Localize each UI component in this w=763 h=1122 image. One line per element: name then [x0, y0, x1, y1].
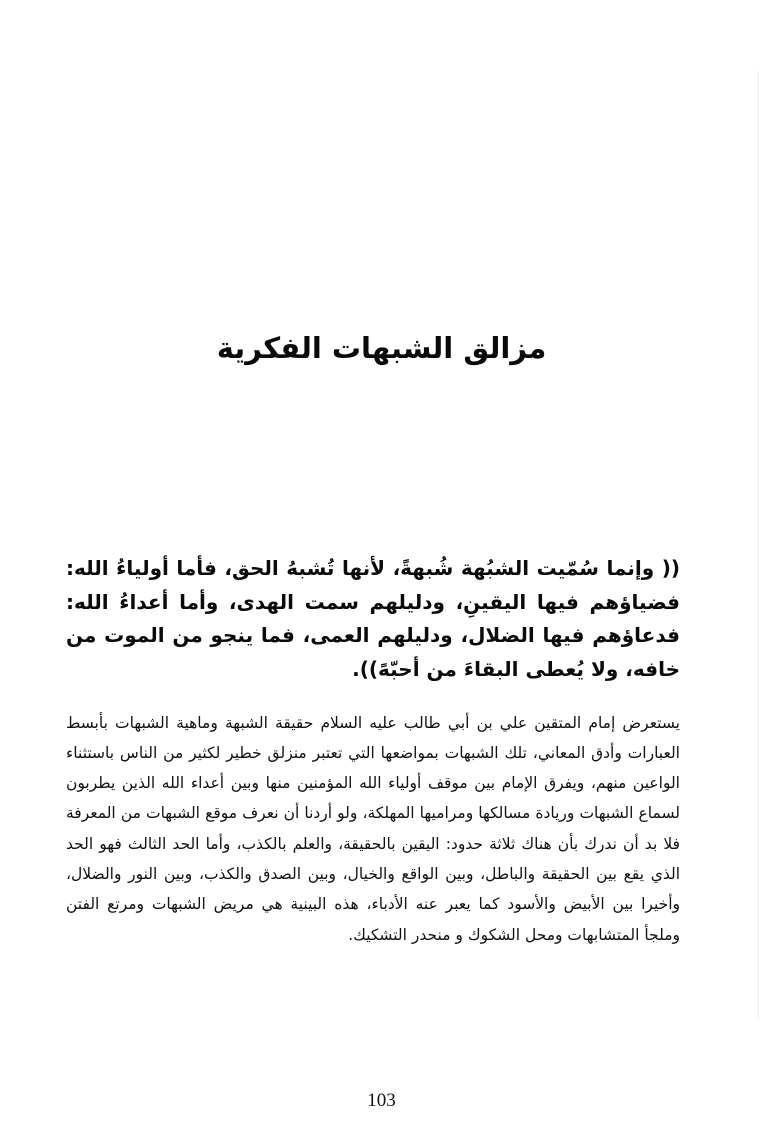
body-paragraph: يستعرض إمام المتقين علي بن أبي طالب عليه السلام حقيقة الشبهة وماهية الشبهات بأبسط العبارات وأدق المعاني، تلك الشبهات بمواضعها التي تعتبر منزلق خطير لكثير من الناس باستثناء الواعين منهم، ويفرق الإمام بين موقف أولياء الله المؤمنين منها وبين أعداء الله الذين يطربون لسماع الشبهات وريادة مسالكها ومراميها المهلكة، ولو أردنا أن نعرف موقع الشبهات من المعرفة فلا بد أن ندرك بأن هناك ثلاثة حدود: اليقين بالحقيقة، والعلم بالكذب، وأما الحد الثالث فهو الحد الذي يقع بين الحقيقة والباطل، وبين الواقع والخيال، وبين الصدق والكذب، وبين النور والضلال، وأخيرا بين الأبيض والأسود كما يعبر عنه الأدباء، هذه البينية هي مريض الشبهات ومرتع الفتن وملجأ المتشابهات ومحل الشكوك و منحدر التشكيك. — [66, 713, 680, 944]
chapter-title: مزالق الشبهات الفكرية — [216, 331, 547, 366]
page-number: 103 — [367, 1090, 396, 1111]
page-edge-shadow — [758, 70, 759, 1020]
quote-block: (( وإنما سُمّيت الشبُهة شُبهةً، لأنها تُشبهُ الحق، فأما أولياءُ الله: فضياؤهم فيها اليقينِ، ودليلهم سمت الهدى، وأما أعداءُ الله: فدعاؤهم فيها الضلال، ودليلهم العمى، فما ينجو من الموت من خافه، ولا يُعطى البقاءَ من أحبّهً)). — [66, 556, 680, 681]
